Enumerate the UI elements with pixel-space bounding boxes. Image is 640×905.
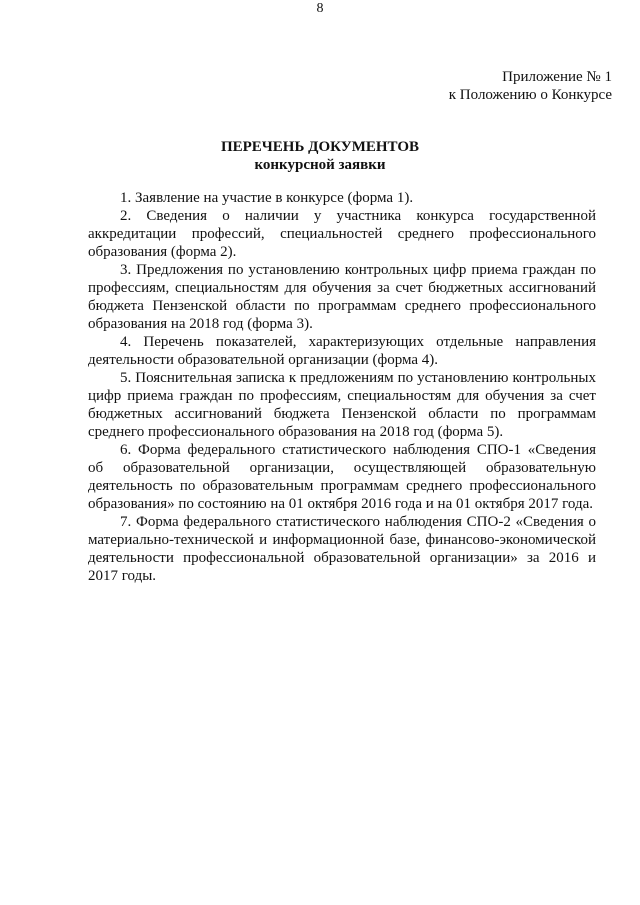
appendix-line-1: Приложение № 1 (502, 69, 612, 85)
list-item-5: 5. Пояснительная записка к предложениям по установлению контрольных цифр приема граждан по профессиям, специальностям для обучения за счет бюджетных ассигнований бюджета Пензенской области по программам среднего профессионального образования на 2018 год (форма 5). (88, 370, 596, 440)
document-list (88, 189, 596, 585)
list-item-4: 4. Перечень показателей, характеризующих отдельные направления деятельности образовательной организации (форма 4). (88, 334, 596, 368)
list-item-1: 1. Заявление на участие в конкурсе (форма 1). (120, 190, 414, 206)
page-number: 8 (316, 1, 324, 16)
list-item-6: 6. Форма федерального статистического наблюдения СПО-1 «Сведения об образовательной организации, осуществляющей образовательную деятельность по образовательным программам среднего профессионального образования» по состоянию на 01 октября 2016 года и на 01 октября 2017 года. (88, 442, 596, 512)
list-item-2: 2. Сведения о наличии у участника конкурса государственной аккредитации профессий, специальностей среднего профессионального образования (форма 2). (88, 208, 596, 260)
list-item-7: 7. Форма федерального статистического наблюдения СПО-2 «Сведения о материально-технической и информационной базе, финансово-экономической деятельности профессиональной образовательной организации» за 2016 и 2017 годы. (88, 514, 596, 584)
document-title (0, 138, 640, 174)
appendix-line-2: к Положению о Конкурсе (448, 87, 612, 103)
appendix-header (449, 68, 612, 104)
list-item-3: 3. Предложения по установлению контрольных цифр приема граждан по профессиям, специальностям для обучения за счет бюджетных ассигнований бюджета Пензенской области по программам среднего профессионального образования на 2018 год (форма 3). (88, 262, 596, 332)
title-main: ПЕРЕЧЕНЬ ДОКУМЕНТОВ (220, 139, 420, 155)
title-sub: конкурсной заявки (254, 157, 386, 173)
